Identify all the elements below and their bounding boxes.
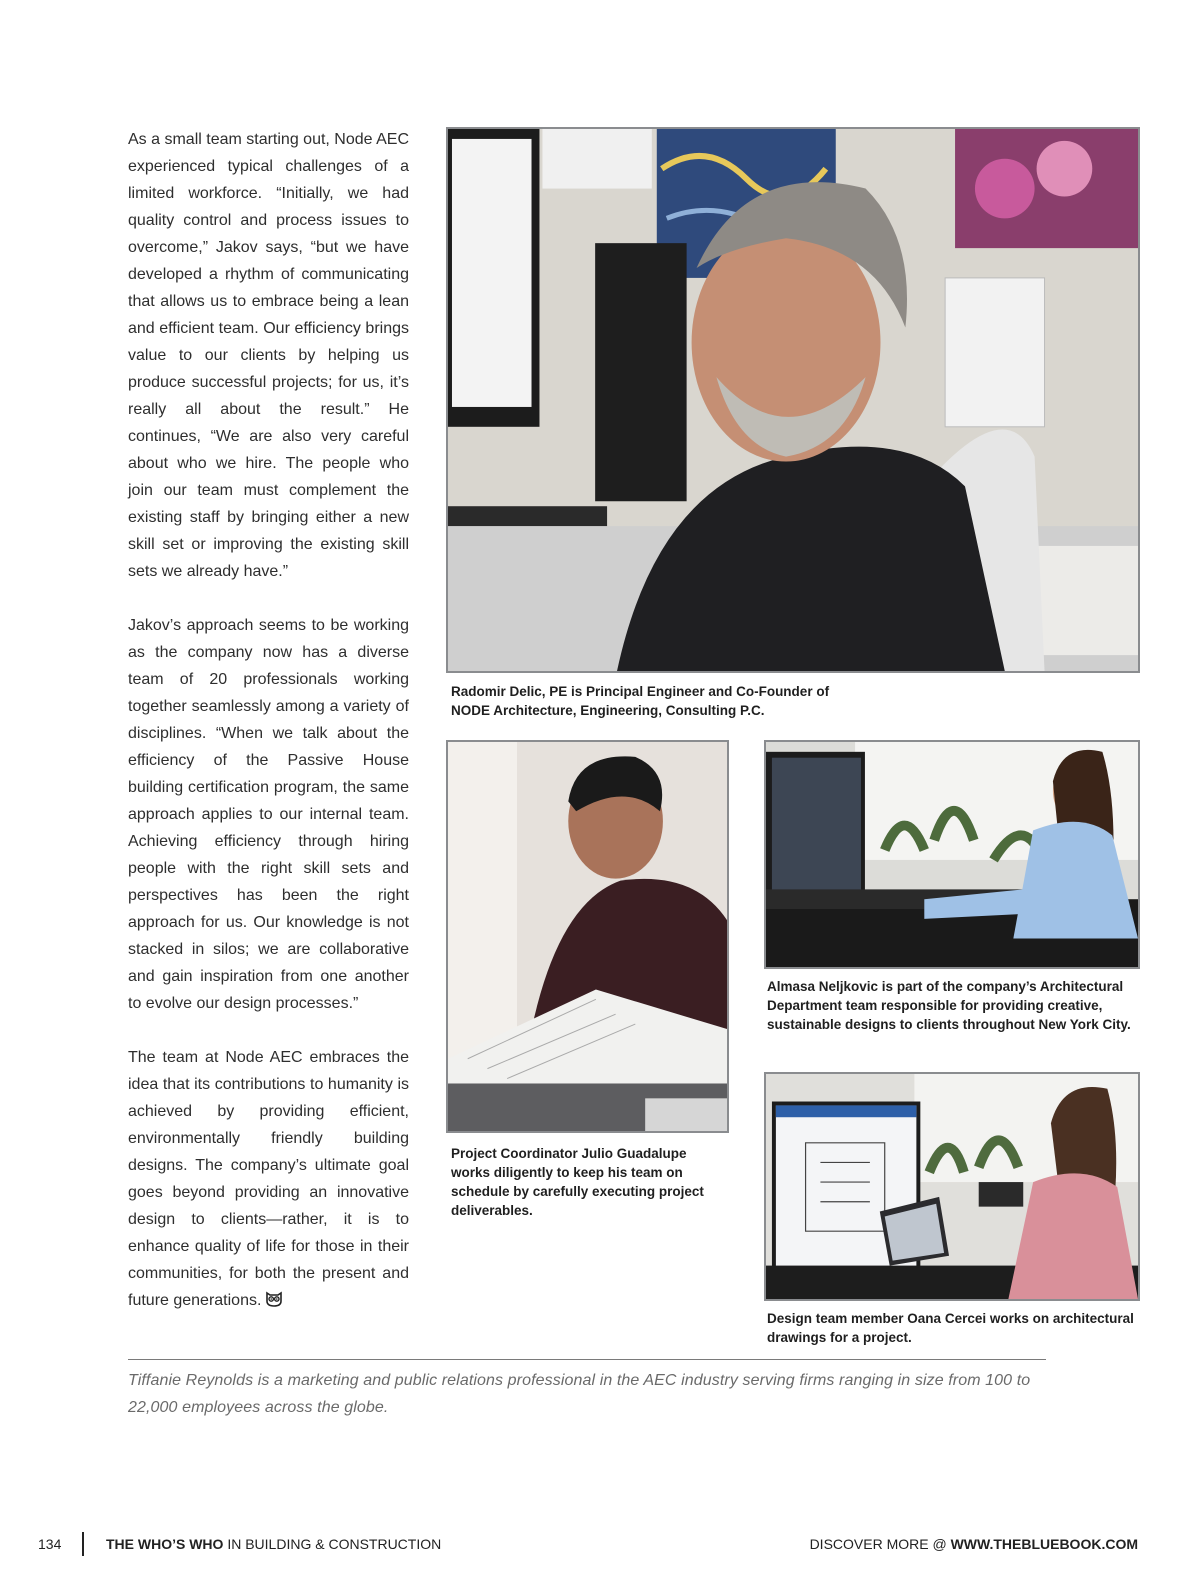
publication-title-rest: IN BUILDING & CONSTRUCTION — [223, 1536, 442, 1552]
caption-oana: Design team member Oana Cercei works on architectural drawings for a project. — [767, 1311, 1134, 1345]
publication-title-bold: THE WHO’S WHO — [106, 1536, 224, 1552]
discover-more — [810, 1536, 1138, 1552]
photo-almasa-neljkovic — [764, 740, 1140, 969]
article-body — [128, 126, 409, 1341]
author-bio: Tiffanie Reynolds is a marketing and public relations professional in the AEC industry serving firms ranging in size from 100 to 22,000 employees across the globe. — [128, 1372, 1031, 1416]
photo-radomir-delic — [446, 127, 1140, 673]
paragraph-3 — [128, 1044, 409, 1314]
photo-oana-cercei — [764, 1072, 1140, 1301]
paragraph-3-text: The team at Node AEC embraces the idea that its contributions to humanity is achieved by providing efficient, environmentally friendly building designs. The company’s ultimate goal goes beyond providing an innovative design to clients—rather, it is to enhance quality of life for those in their communities, for both the present and future generations. — [128, 1049, 409, 1309]
caption-almasa: Almasa Neljkovic is part of the company’s Architectural Department team responsible for providing creative, sustainable designs to clients throughout New York City. — [767, 979, 1131, 1032]
paragraph-2: Jakov’s approach seems to be working as the company now has a diverse team of 20 professionals working together seamlessly among a variety of disciplines. “When we talk about the efficiency of the Passive House building certification program, the same approach applies to our internal team. Achieving efficiency through hiring people with the right skill sets and perspectives has been the right approach for us. Our knowledge is not stacked in silos; we are collaborative and gain inspiration from one another to evolve our design processes.” — [128, 617, 409, 1012]
page-number: 134 — [38, 1536, 62, 1552]
discover-prefix: DISCOVER MORE @ — [809, 1536, 951, 1552]
owl-icon — [265, 1289, 283, 1305]
publication-title — [106, 1536, 441, 1552]
caption-radomir: Radomir Delic, PE is Principal Engineer and Co-Founder of NODE Architecture, Engineering, Consulting P.C. — [451, 684, 830, 718]
paragraph-1: As a small team starting out, Node AEC experienced typical challenges of a limited workforce. “Initially, we had quality control and process issues to overcome,” Jakov says, “but we have developed a rhythm of communicating that allows us to embrace being a lean and efficient team. Our efficiency brings value to our clients by helping us produce successful projects; for us, it’s really all about the result.” He continues, “We are also very careful about who we hire. The people who join our team must complement the existing staff by bringing either a new skill set or improving the existing skill sets we already have.” — [128, 131, 410, 580]
footer-divider — [82, 1532, 84, 1556]
discover-url-link[interactable]: WWW.THEBLUEBOOK.COM — [950, 1536, 1138, 1552]
photo-julio-guadalupe — [446, 740, 729, 1133]
page-footer — [0, 1532, 1200, 1556]
caption-julio: Project Coordinator Julio Guadalupe works diligently to keep his team on schedule by carefully executing project deliverables. — [451, 1146, 704, 1218]
bio-divider — [128, 1359, 1046, 1360]
